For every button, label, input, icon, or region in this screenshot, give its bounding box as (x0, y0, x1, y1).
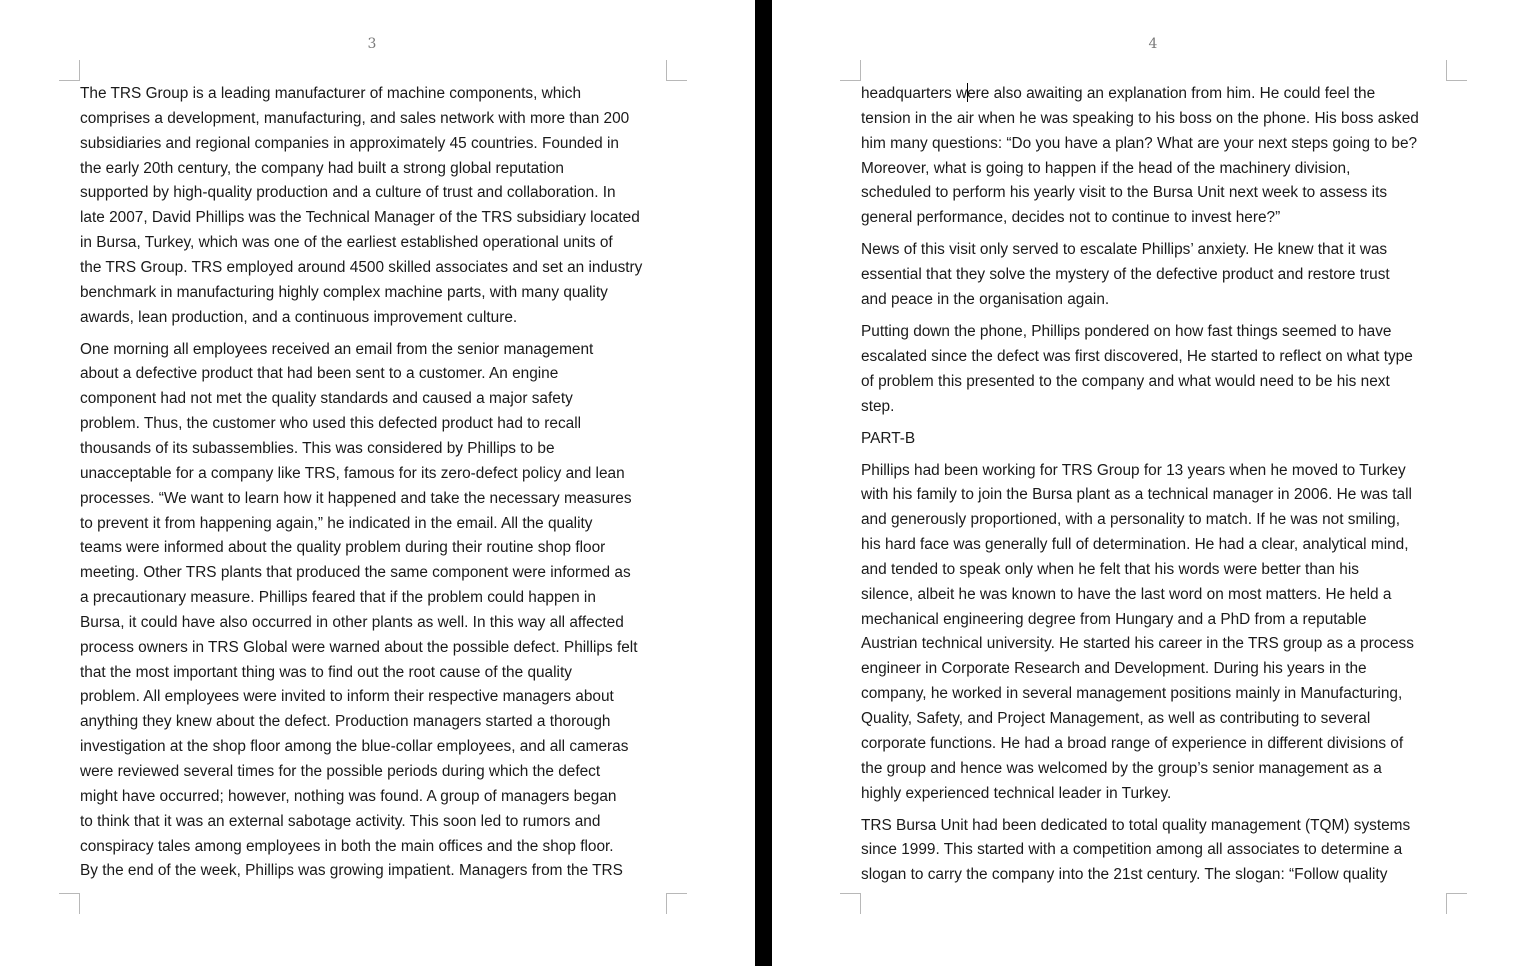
text-line: to prevent it from happening again,” he indicated in the email. All the quality (80, 514, 593, 532)
crop-mark-top-right (1446, 60, 1467, 81)
paragraph (861, 82, 1451, 231)
text-line: component had not met the quality standards and caused a major safety (80, 390, 573, 408)
text-line: mechanical engineering degree from Hungary and a PhD from a reputable (861, 610, 1367, 628)
text-line: with his family to join the Bursa plant as a technical manager in 2006. He was tall (861, 486, 1412, 504)
text-line: The TRS Group is a leading manufacturer of machine components, which (80, 85, 582, 102)
text-line: Quality, Safety, and Project Management, as well as contributing to several (861, 710, 1371, 727)
text-line: company, he worked in several management positions mainly in Manufacturing, (861, 685, 1403, 703)
text-line: in Bursa, Turkey, which was one of the earliest established operational units of (80, 234, 613, 252)
text-line: By the end of the week, Phillips was growing impatient. Managers from the TRS (80, 862, 623, 880)
paragraph (861, 814, 1451, 889)
crop-mark-top-right (666, 60, 687, 81)
text-line: a precautionary measure. Phillips feared that if the problem could happen in (80, 589, 596, 607)
text-line: the group and hence was welcomed by the group’s senior management as a (861, 759, 1382, 777)
text-line: essential that they solve the mystery of the defective product and restore trust (861, 266, 1390, 284)
text-line: step. (861, 397, 895, 415)
text-line: Bursa, it could have also occurred in other plants as well. In this way all affected (80, 613, 624, 631)
text-line: corporate functions. He had a broad range of experience in different divisions of (861, 734, 1404, 752)
text-line: Moreover, what is going to happen if the head of the machinery division, (861, 159, 1351, 177)
text-line: problem. Thus, the customer who used this defected product had to recall (80, 415, 582, 433)
text-line: TRS Bursa Unit had been dedicated to total quality management (TQM) systems (861, 816, 1411, 834)
page-body[interactable] (80, 82, 666, 891)
text-line: thousands of its subassemblies. This was considered by Phillips to be (80, 440, 555, 457)
text-line: investigation at the shop floor among the blue-collar employees, and all cameras (80, 738, 629, 756)
text-line: teams were informed about the quality problem during their routine shop floor (80, 539, 606, 557)
text-line: awards, lean production, and a continuous improvement culture. (80, 308, 518, 326)
paragraph (80, 338, 666, 885)
text-line: highly experienced technical leader in Turkey. (861, 784, 1172, 802)
text-line: News of this visit only served to escalate Phillips’ anxiety. He knew that it was (861, 241, 1388, 259)
text-line: general performance, decides not to continue to invest here?” (861, 209, 1281, 227)
text-line: might have occurred; however, nothing was found. A group of managers began (80, 787, 617, 805)
text-after-cursor: ere also awaiting an explanation from him. He could feel the (967, 85, 1376, 102)
crop-mark-top-left (59, 60, 80, 81)
text-line: tension in the air when he was speaking to his boss on the phone. His boss asked (861, 109, 1419, 127)
text-line: problem. All employees were invited to inform their respective managers about (80, 688, 614, 706)
text-line: subsidiaries and regional companies in approximately 45 countries. Founded in (80, 134, 619, 152)
text-line: his hard face was generally full of determination. He had a clear, analytical mind, (861, 536, 1409, 554)
paragraph (861, 459, 1451, 807)
paragraph (861, 320, 1451, 419)
text-line: the TRS Group. TRS employed around 4500 skilled associates and set an industry (80, 258, 643, 276)
text-line: and tended to speak only when he felt that his words were better than his (861, 560, 1359, 578)
text-line: and peace in the organisation again. (861, 290, 1110, 308)
text-line: since 1999. This started with a competition among all associates to determine a (861, 841, 1403, 859)
text-line: about a defective product that had been sent to a customer. An engine (80, 365, 559, 383)
text-line: of problem this presented to the company and what would need to be his next (861, 372, 1390, 390)
text-line: late 2007, David Phillips was the Technical Manager of the TRS subsidiary located (80, 209, 640, 227)
text-line: PART-B (861, 429, 916, 447)
crop-mark-bottom-left (59, 893, 80, 914)
text-line: processes. “We want to learn how it happened and take the necessary measures (80, 489, 632, 507)
text-line: Austrian technical university. He started his career in the TRS group as a process (861, 635, 1414, 653)
text-line: and generously proportioned, with a personality to match. If he was not smiling, (861, 511, 1400, 529)
crop-mark-bottom-right (1446, 893, 1467, 914)
text-line (861, 82, 1451, 107)
text-line: slogan to carry the company into the 21st century. The slogan: “Follow quality (861, 866, 1388, 884)
paragraph (80, 82, 666, 330)
page-number: 4 (1148, 36, 1158, 52)
text-line: conspiracy tales among employees in both the main offices and the shop floor. (80, 837, 614, 855)
text-line: escalated since the defect was first discovered, He started to reflect on what type (861, 347, 1413, 365)
text-line: were reviewed several times for the possible periods during which the defect (80, 762, 601, 780)
page-number: 3 (367, 36, 377, 52)
page-4 (772, 0, 1531, 966)
text-line: silence, albeit he was known to have the last word on most matters. He held a (861, 585, 1392, 603)
page-body[interactable] (861, 82, 1451, 895)
text-line: to think that it was an external sabotage activity. This soon led to rumors and (80, 812, 601, 830)
text-line: unacceptable for a company like TRS, famous for its zero-defect policy and lean (80, 464, 625, 482)
text-line: Phillips had been working for TRS Group for 13 years when he moved to Turkey (861, 461, 1406, 479)
text-line: One morning all employees received an email from the senior management (80, 340, 594, 358)
section-heading (861, 427, 1451, 452)
page-divider (755, 0, 772, 966)
text-before-cursor: headquarters w (861, 85, 968, 102)
text-line: Putting down the phone, Phillips pondered on how fast things seemed to have (861, 322, 1392, 340)
text-line: that the most important thing was to find out the root cause of the quality (80, 663, 572, 681)
page-3 (0, 0, 755, 966)
text-line: comprises a development, manufacturing, and sales network with more than 200 (80, 109, 630, 127)
text-line: anything they knew about the defect. Production managers started a thorough (80, 713, 611, 731)
text-line: meeting. Other TRS plants that produced the same component were informed as (80, 564, 631, 582)
crop-mark-bottom-right (666, 893, 687, 914)
paragraph (861, 238, 1451, 313)
text-line: process owners in TRS Global were warned about the possible defect. Phillips felt (80, 638, 638, 656)
text-line: engineer in Corporate Research and Development. During his years in the (861, 660, 1367, 678)
crop-mark-top-left (840, 60, 861, 81)
crop-mark-bottom-left (840, 893, 861, 914)
text-line: him many questions: “Do you have a plan? What are your next steps going to be? (861, 134, 1418, 152)
text-line: supported by high-quality production and a culture of trust and collaboration. In (80, 184, 616, 202)
text-line: scheduled to perform his yearly visit to the Bursa Unit next week to assess its (861, 184, 1388, 202)
text-line: benchmark in manufacturing highly complex machine parts, with many quality (80, 283, 608, 301)
text-line: the early 20th century, the company had built a strong global reputation (80, 159, 564, 177)
